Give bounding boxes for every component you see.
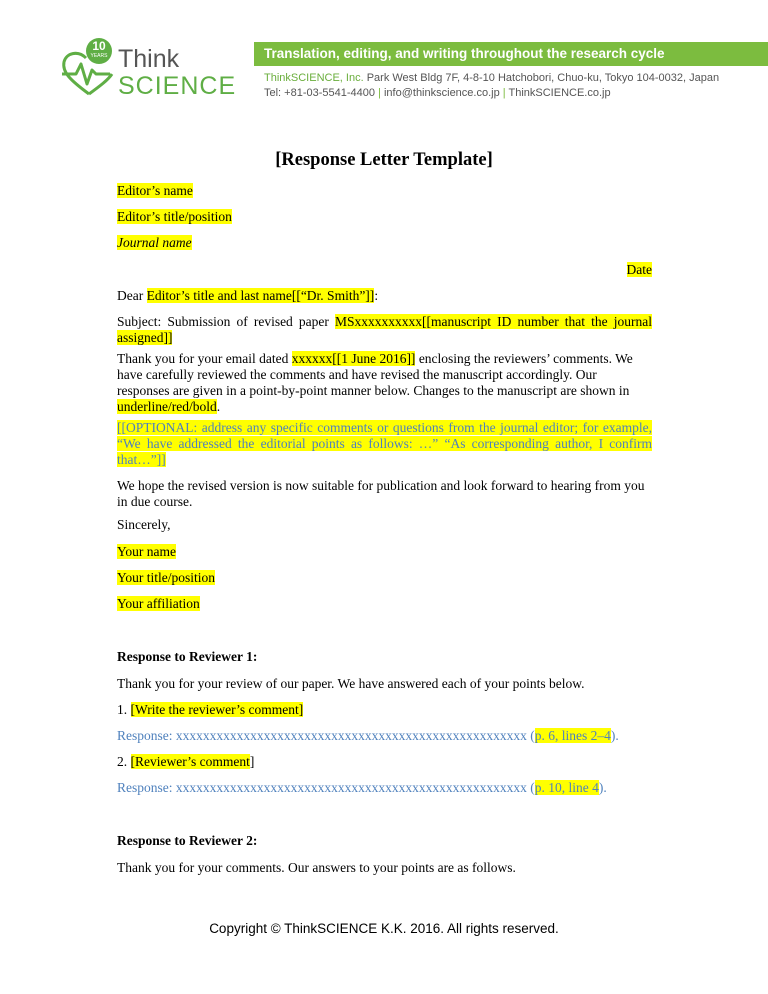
signature-name-line (117, 544, 652, 560)
editor-title: Editor’s title/position (117, 209, 232, 224)
company-name: ThinkSCIENCE, Inc. (264, 72, 364, 84)
item-number: 2. (117, 754, 131, 769)
response-page-ref: p. 6, lines 2–4 (534, 728, 611, 743)
email-date: xxxxxx[[1 June 2016]] (291, 351, 416, 366)
reviewer2-heading: Response to Reviewer 2: (117, 833, 258, 848)
closing-paragraph: We hope the revised version is now suitable for publication and look forward to hearing from you in due course. (117, 478, 645, 509)
signature-affiliation-line (117, 596, 652, 612)
subject-paragraph (117, 314, 652, 346)
company-address-block (264, 71, 719, 101)
thanks-suffix: . (216, 399, 221, 414)
thanks-middle: enclosing the reviewers’ comments. We have carefully reviewed the comments and have revised the manuscript accordingly. Our responses are given in a point-by-point manner below. Changes to the manuscript are shown in (117, 351, 633, 398)
response-text: Response: xxxxxxxxxxxxxxxxxxxxxxxxxxxxxxxxxxxxxxxxxxxxxxxxxxxx ( (117, 780, 535, 795)
reviewer2-intro: Thank you for your comments. Our answers to your points are as follows. (117, 860, 516, 875)
reviewer-comment: [Reviewer’s comment (130, 754, 250, 769)
journal-name: Journal name (117, 235, 192, 250)
manuscript-id: MSxxxxxxxxxx[[manuscript ID number that the journal assigned]] (117, 314, 652, 345)
logo-science-text: SCIENCE (118, 72, 237, 100)
signature-title: Your title/position (117, 570, 216, 585)
response-page-ref: p. 10, line 4 (534, 780, 599, 795)
document-title: [Response Letter Template] (275, 150, 493, 170)
reviewer1-intro: Thank you for your review of our paper. We have answered each of your points below. (117, 676, 585, 691)
comment-end: ] (249, 754, 255, 769)
signature-name: Your name (117, 544, 177, 559)
company-website[interactable]: ThinkSCIENCE.co.jp (508, 87, 611, 99)
company-tel: Tel: +81-03-5541-4400 (264, 87, 375, 99)
optional-note-paragraph (117, 420, 652, 468)
editor-title-line (117, 209, 652, 225)
reviewer1-response2 (117, 780, 652, 796)
signature-affiliation: Your affiliation (117, 596, 200, 611)
item-number: 1. (117, 702, 131, 717)
sincerely-line: Sincerely, (117, 517, 171, 532)
ten-years-badge (86, 38, 112, 64)
salutation (117, 288, 652, 304)
response-end: ). (598, 780, 607, 795)
badge-years-text: YEARS (90, 53, 108, 59)
separator: | (378, 87, 381, 99)
subject-prefix: Subject: Submission of revised paper (117, 314, 336, 329)
signature-title-line (117, 570, 652, 586)
change-marking: underline/red/bold (117, 399, 217, 414)
salutation-name: Editor’s title and last name[[“Dr. Smith”]] (146, 288, 375, 303)
salutation-suffix: : (374, 288, 379, 303)
reviewer-comment: [Write the reviewer’s comment] (130, 702, 304, 717)
reviewer1-item2 (117, 754, 652, 770)
thanks-paragraph (117, 351, 652, 415)
logo-think-text: Think (118, 45, 180, 73)
thanks-prefix: Thank you for your email dated (117, 351, 292, 366)
letter-date: Date (626, 262, 652, 277)
thinkscience-logo (60, 38, 237, 102)
response-end: ). (610, 728, 619, 743)
separator: | (502, 87, 506, 99)
copyright-footer: Copyright © ThinkSCIENCE K.K. 2016. All rights reserved. (209, 921, 559, 936)
salutation-prefix: Dear (117, 288, 147, 303)
badge-number: 10 (92, 39, 106, 53)
reviewer1-heading: Response to Reviewer 1: (117, 649, 258, 664)
journal-name-line (117, 235, 652, 251)
response-text: Response: xxxxxxxxxxxxxxxxxxxxxxxxxxxxxxxxxxxxxxxxxxxxxxxxxxxx ( (117, 728, 535, 743)
company-email[interactable]: info@thinkscience.co.jp (383, 87, 500, 99)
editor-name-line (117, 183, 652, 199)
reviewer1-response1 (117, 728, 652, 744)
optional-note: [[OPTIONAL: address any specific comments or questions from the journal editor; for example, “We have addressed the editorial points as follows: …” “As corresponding author, I confirm that…”]] (117, 420, 652, 467)
reviewer1-item1 (117, 702, 652, 718)
tagline-banner: Translation, editing, and writing throughout the research cycle (254, 42, 768, 66)
company-address: Park West Bldg 7F, 4-8-10 Hatchobori, Chuo-ku, Tokyo 104-0032, Japan (366, 72, 720, 84)
date-line (117, 262, 652, 278)
editor-name: Editor’s name (117, 183, 193, 198)
